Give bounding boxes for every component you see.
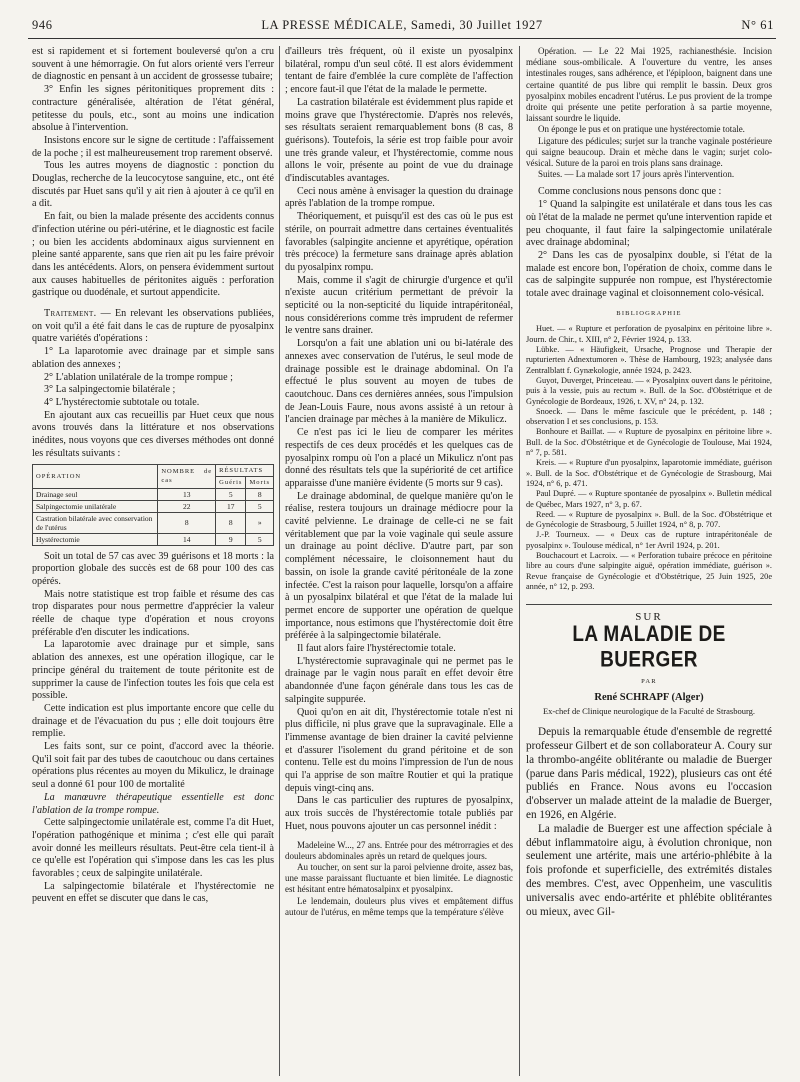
table-cell: 8 [158, 512, 216, 533]
issue-number: N° 61 [741, 18, 774, 32]
paragraph: 3° Enfin les signes péritonitiques proprement dits : contracture généralisée, altération de l'état général, petitesse du pouls, etc., sont au moins une indication absolue à l'intervention. [32, 84, 274, 134]
paragraph: La manœuvre thérapeutique essentielle est donc l'ablation de la trompe rompue. [32, 791, 274, 816]
paragraph: Cette salpingectomie unilatérale est, comme l'a dit Huet, l'opération pathogénique et minima ; c'est elle qui paraît avoir donné les meilleurs résultats. Peut-être cela tient-il à ce qu'elle est l'opération qui s'impose dans les cas les plus favorables ; ceux de salpingite unilatérale. [32, 817, 274, 880]
bibliography-entry: Bonhoure et Baillat. — « Rupture de pyosalpinx en péritoine libre ». Bull. de la Soc. d'Obstétrique et de Gynécologie de Toulouse, Mai 1924, n° 7, p. 581. [526, 427, 772, 458]
bibliography-entry: Guyot, Duverget, Princeteau. — « Pyosalpinx ouvert dans le péritoine, puis à la vessie, puis au rectum ». Bull. de la Soc. d'Obstétrique et de Gynécologie de Bordeaux, 1926, t. XV, n° 24, p. 132. [526, 375, 772, 406]
article-paragraph: La maladie de Buerger est une affection spéciale à début inflammatoire aigu, à évolution chronique, non seulement une artérite, mais une artério-phlébite à la fois profonde et superficielle, des extrémités distales des membres. C'est, avec Oppenheim, une vasculitis universalis avec endo-artérite et phlébite oblitérantes ou mieux, avec Gil- [526, 822, 772, 918]
bibliography-heading: BIBLIOGRAPHIE [616, 309, 682, 317]
treatment-paragraph [32, 308, 274, 346]
table-row [33, 500, 274, 512]
bibliography-entry: Paul Dupré. — « Rupture spontanée de pyosalpinx ». Bulletin médical de Québec, Mars 1927, n° 3, p. 67. [526, 489, 772, 509]
bibliography-entry: Snoeck. — Dans le même fascicule que le précédent, p. 148 ; observation I et ses conclusions, p. 153. [526, 406, 772, 427]
table-cell: 13 [158, 488, 216, 500]
paragraph: La laparotomie avec drainage pur et simple, sans ablation des annexes, est une opération illogique, car le principe général du traitement de toute péritonite est de supprimer la cause de l'infection toutes les fois que cela est possible. [32, 639, 274, 702]
observation-text: On éponge le pus et on pratique une hystérectomie totale. [538, 124, 745, 135]
paragraph: Quoi qu'on en ait dit, l'hystérectomie totale n'est ni plus difficile, ni plus grave que la supravaginale. Elle a l'immense avantage de bien drainer la cavité pelvienne et d'assurer l'isolement du grand péritoine et de son contenu. Telle est du moins l'impression de l'un de nous qui l'a apprise de son maître Routier et qui la pratique depuis vingt-cinq ans. [285, 706, 513, 794]
observation-text: Au toucher, on sent sur la paroi pelvienne droite, assez bas, une masse paraissant fluctuante et bien limitée. Le diagnostic est hésitant entre hématosalpinx et pyosalpinx. [285, 862, 513, 895]
page-number: 946 [32, 18, 53, 32]
table-header: NOMBRE de cas [158, 464, 216, 488]
article-author: René SCHRAPF (Alger) [594, 691, 704, 703]
observation-text: Ligature des pédicules; surjet sur la tranche vaginale postérieure qui saigne beaucoup. Drain et mèche dans le vagin; surjet colo-vésical. Suture de la paroi en trois plans sans drainage. [526, 135, 772, 169]
paragraph: Soit un total de 57 cas avec 39 guérisons et 18 morts : la proportion globale des succès est de 68 pour 100 des cas opérés. [32, 550, 274, 587]
paragraph: Les faits sont, sur ce point, d'accord avec la théorie. Qu'il soit fait par des tubes de caoutchouc ou dans certaines opérations plus récentes au moyen du Mikulicz, le drainage seul a donné 61 pour 100 de mortalité [32, 741, 274, 791]
column-3 [526, 46, 772, 1076]
paragraph: La salpingectomie bilatérale et l'hystérectomie ne peuvent en effet se discuter que dans le cas, [32, 880, 274, 905]
page-header [30, 18, 774, 36]
bibliography-entry: Reed. — « Rupture de pyosalpinx ». Bull. de la Soc. d'Obstétrique et de Gynécologie de Strasbourg, 5 Juillet 1924, n° 8, p. 707. [526, 509, 772, 530]
paragraph: Il faut alors faire l'hystérectomie totale. [297, 643, 456, 655]
paragraph: Mais, comme il s'agit de chirurgie d'urgence et qu'il n'existe aucun critérium permettant de prévoir la septicité ou la non-septicité du liquide intrapéritonéal, nous considérerions comme très imprudent de refermer le ventre sans drainer. [285, 274, 513, 337]
conclusion-item: 2° Dans les cas de pyosalpinx double, si l'état de la malade est encore bon, l'opération de choix, comme dans le cas de salpingite suppurée non rompue, est l'hystérectomie totale avec drainage vaginal et cloisonnement colo-vésical. [526, 249, 772, 300]
conclusion-item: 1° Quand la salpingite est unilatérale et dans tous les cas où l'état de la malade ne permet qu'une intervention rapide et peu choquante, il faut faire la salpingectomie unilatérale avec drainage abdominal; [526, 199, 772, 249]
table-cell: Castration bilatérale avec conservation de l'utérus [33, 512, 158, 533]
section-label: Traitement. [44, 308, 97, 320]
journal-title: LA PRESSE MÉDICALE, Samedi, 30 Juillet 1927 [261, 18, 543, 32]
article-paragraph: Depuis la remarquable étude d'ensemble de regretté professeur Gilbert et de son collaborateur A. Coury sur la thrombo-angéite oblitérante ou maladie de Buerger (parue dans Paris médical, 1922), plusieurs cas ont été publiés en France. Nous avons eu l'occasion d'observer un malade atteint de la maladie de Buerger, en 1926, en Algérie. [526, 726, 772, 822]
table-cell: 5 [246, 533, 274, 545]
observation-text: Opération. — Le 22 Mai 1925, rachianesthésie. Incision médiane sous-ombilicale. A l'ouverture du ventre, les anses intestinales rouges, sans adhérence, et l'épiploon, baignent dans une certaine quantité de pus libre qui remplit le bassin. Deux gros pyosalpinx mobiles encadrent l'utérus. Le pus provient de la trompe droite qui présente une petite perforation à sa partie moyenne, laissant sourdre le liquide. [526, 46, 772, 124]
bibliography-entry: J.-P. Tourneux. — « Deux cas de rupture intrapéritonéale de pyosalpinx ». Toulouse médical, n° 1er Avril 1924, p. 201. [526, 530, 772, 550]
author-affiliation: Ex-chef de Clinique neurologique de la Faculté de Strasbourg. [542, 706, 756, 717]
paragraph: En ajoutant aux cas recueillis par Huet ceux que nous avons trouvés dans la littérature et nos observations inédites, nous voyons que ces diverses méthodes ont donné les résultats suivants : [32, 409, 274, 459]
paragraph: Ce n'est pas ici le lieu de comparer les mérites respectifs de ces deux procédés et les quelques cas de pyosalpinx rompu où l'on a placé un Mikulicz n'ont pas donné des résultats tels que la supériorité de cet artifice apparaisse d'une manière évidente (5 morts sur 9 cas). [285, 427, 513, 489]
list-item: 3° La salpingectomie bilatérale ; [44, 384, 176, 396]
observation-text: Suites. — La malade sort 17 jours après l'intervention. [538, 169, 735, 180]
table-header: OPÉRATION [33, 464, 158, 488]
treatment-text: — En relevant les observations publiées, on voit qu'il a été fait dans le cas de rupture de pyosalpinx quatre variétés d'opérations : [32, 308, 274, 345]
paragraph: Mais notre statistique est trop faible et résume des cas trop disparates pour nous permettre d'apprécier la valeur réelle de chaque type d'opération et nous croyons préférable d'en discuter les indications. [32, 588, 274, 638]
paragraph: Tous les autres moyens de diagnostic : ponction du Douglas, recherche de la leucocytose sanguine, etc., ont été discutés par Huet sans qu'il y ait rien à ajouter à ce qu'il en a dit. [32, 160, 274, 210]
bibliography-entry: Bouchacourt et Lacroix. — « Perforation tubaire précoce en péritoine libre au cours d'une salpingite aiguë, opération immédiate, guérison ». Revue française de Gynécologie et d'Obstétrique, 25 Juin 1925, 20e année, n° 12, p. 293. [526, 551, 772, 591]
bibliography-entry: Kreis. — « Rupture d'un pyosalpinx, laparotomie immédiate, guérison ». Bull. de la Soc. d'Obstétrique et de Gynécologie de Strasbourg, Mai 1924, n° 6, p. 471. [526, 458, 772, 488]
list-item: 4° L'hystérectomie subtotale ou totale. [44, 396, 200, 408]
column-divider [519, 46, 520, 1076]
article-title: LA MALADIE DE BUERGER [572, 622, 726, 673]
observation-text: Le lendemain, douleurs plus vives et empâtement diffus autour de l'utérus, en même temps que la température s'élève [285, 895, 513, 917]
paragraph: Cette indication est plus importante encore que celle du drainage et de l'évacuation du pus ; elle doit toujours être remplie. [32, 702, 274, 740]
conclusion-intro: Comme conclusions nous pensons donc que : [538, 186, 722, 198]
observation-text: Madeleine W..., 27 ans. Entrée pour des métrorragies et des douleurs abdominales après un retard de quelques jours. [285, 839, 513, 861]
results-table [32, 464, 274, 546]
bibliography-entry: Lübke. — « Häufigkeit, Ursache, Prognose und Therapie der rupturierten Adnextumoren ». Thèse de Hambourg, 1923; analysée dans Zentralblatt f. Gynækologie, année 1924, p. 2423. [526, 345, 772, 375]
table-cell: 9 [216, 533, 246, 545]
table-cell: » [246, 512, 274, 533]
list-item: 2° L'ablation unilatérale de la trompe rompue ; [44, 371, 233, 383]
table-cell: 8 [216, 512, 246, 533]
table-cell: Drainage seul [33, 488, 158, 500]
column-2 [285, 46, 513, 1076]
bibliography-entry: Huet. — « Rupture et perforation de pyosalpinx en péritoine libre ». Journ. de Chir., t. XIII, n° 2, Février 1924, p. 133. [526, 324, 772, 344]
section-rule [526, 604, 772, 605]
table-cell: 5 [216, 488, 246, 500]
table-cell: Salpingectomie unilatérale [33, 500, 158, 512]
paragraph: La castration bilatérale est évidemment plus rapide et moins grave que l'hystérectomie. D'après nos relevés, ses résultats seraient remarquablement bons (8 cas, 8 guérisons). Toutefois, la série est trop faible pour avoir une très grande valeur, et l'hystérectomie, comme nous allons le voir, présente au point de vue du drainage d'indiscutables avantages. [285, 96, 513, 185]
table-header: Guéris [216, 476, 246, 488]
table-cell: 17 [216, 500, 246, 512]
table-row [33, 488, 274, 500]
paragraph: L'hystérectomie supravaginale qui ne permet pas le drainage par le vagin nous paraît en effet devoir être abandonnée d'une façon générale dans tous les cas de salpingite suppurée. [285, 655, 513, 705]
paragraph: d'ailleurs très fréquent, où il existe un pyosalpinx bilatéral, rompu d'un seul côté. Il est alors évidemment tentant de faire d'emblée la cure complète de l'affection ; encore faut-il que l'état de la malade le permette. [285, 46, 513, 96]
column-1 [32, 46, 274, 1076]
table-header: Morts [246, 476, 274, 488]
table-cell: 22 [158, 500, 216, 512]
table-header: RÉSULTATS [216, 464, 274, 476]
column-divider [279, 46, 280, 1076]
paragraph: Le drainage abdominal, de quelque manière qu'on le réalise, restera toujours un drainage médiocre pour la cavité pelvienne. Le drainage de celle-ci ne se fait véritablement que par la voie vaginale qui seule assure un drainage au point déclive. D'autre part, par son complément nécessaire, le cloisonnement haut du bassin, on isole la grande cavité péritonéale de la zone infectée. C'est la raison pour laquelle, lorsqu'on a affaire à un pyosalpinx bilatéral et que l'état de la malade lui permet encore de supporter une opération de quelque importance, nous estimons que l'hystérectomie doit être préférée à la salpingectomie bilatérale. [285, 490, 513, 642]
header-rule [28, 38, 776, 39]
table-row [33, 533, 274, 545]
table-cell: 8 [246, 488, 274, 500]
table-cell: Hystérectomie [33, 533, 158, 545]
paragraph: Lorsqu'on a fait une ablation uni ou bi-latérale des annexes avec conservation de l'utérus, le seul mode de drainage possible est le drainage abdominal. On l'a effectué le plus souvent au moyen de tubes de caoutchouc. Dans ces dernières années, sous l'impulsion de Jean-Louis Faure, nous avons assisté à un retour à l'ancien drainage par mèches à la manière de Mikulicz. [285, 338, 513, 426]
table-row [33, 512, 274, 533]
list-item: 1° La laparotomie avec drainage par et simple sans ablation des annexes ; [32, 346, 274, 370]
paragraph: Insistons encore sur le signe de certitude : l'affaissement de la poche ; il est malheureusement trop rarement observé. [32, 134, 274, 159]
paragraph: est si rapidement et si fortement bouleversé qu'on a cru souvent à une hémorragie. On fut alors orienté vers l'erreur de diagnostic en pensant à un accident de grossesse tubaire; [32, 46, 274, 83]
by-label: PAR [641, 677, 657, 685]
paragraph: Ceci nous amène à envisager la question du drainage après l'ablation de la trompe rompue. [285, 185, 513, 210]
paragraph: En fait, ou bien la malade présente des accidents connus d'infection utérine ou péri-utérine, et le diagnostic est facile ; ou bien les accidents abdominaux aigus surviennent en pleine santé apparente, sans que rien ait pu les faire prévoir dans les antécédents. Alors, on pensera évidemment surtout aux causes habituelles de péritonites aiguës : perforation gastrique ou duodénale, et surtout appendicite. [32, 211, 274, 299]
paragraph: Théoriquement, et puisqu'il est des cas où le pus est stérile, on pourrait admettre dans certaines éventualités favorables (salpingite ancienne et apyrétique, opération très précoce) la fermeture sans drainage après ablation du pyosalpinx rompu. [285, 211, 513, 273]
table-cell: 5 [246, 500, 274, 512]
table-cell: 14 [158, 533, 216, 545]
paragraph: Dans le cas particulier des ruptures de pyosalpinx, aux trois succès de l'hystérectomie totale publiés par Huet, nous pouvons ajouter un cas personnel inédit : [285, 795, 513, 832]
sur-label: SUR [635, 611, 663, 624]
